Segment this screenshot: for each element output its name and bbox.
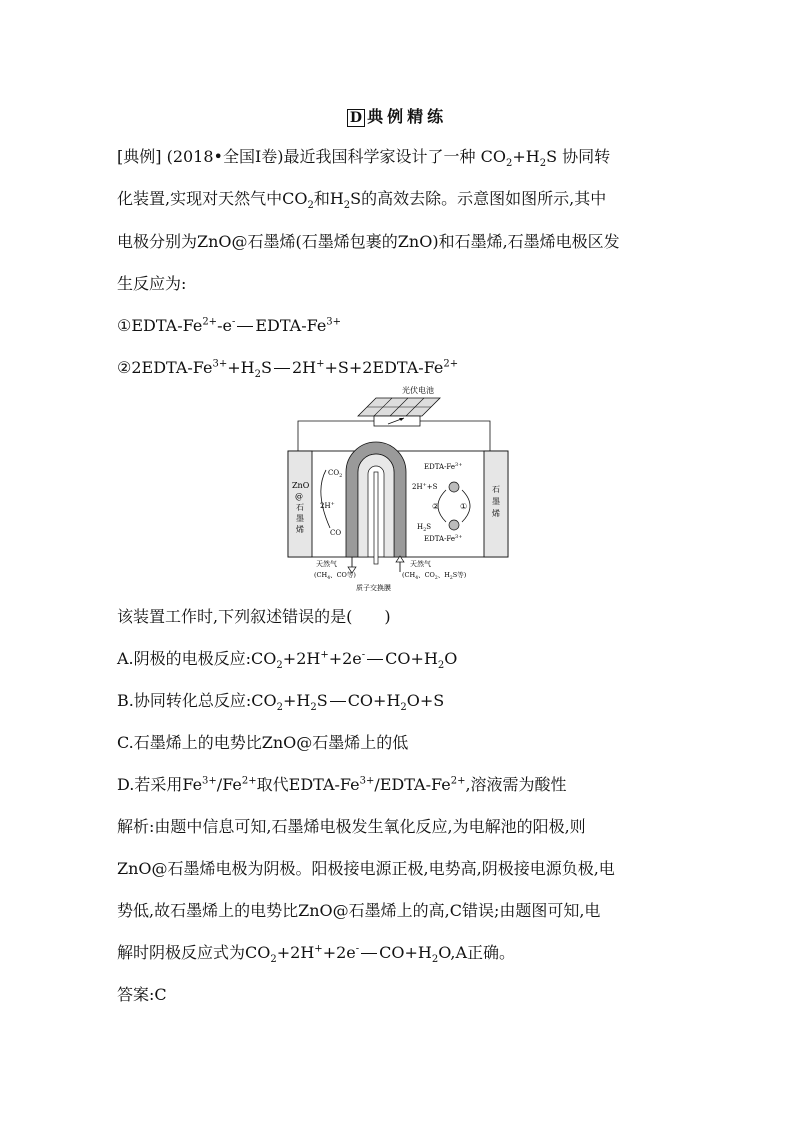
text: O [444,649,458,668]
solar-label: 光伏电池 [402,386,434,395]
wire-right [420,421,490,451]
text: +H [227,358,255,377]
text: CO+H [347,691,401,710]
electrolysis-diagram [284,384,512,596]
2h-s-label: 2H++S [412,482,438,491]
membrane-label: 质子交换膜 [356,584,391,592]
text: 烯 [296,525,304,534]
text: D.若采用Fe [117,775,203,794]
text: +2H [282,649,321,668]
gas-in-label: 天然气 [410,560,431,568]
co2-label: $CO_2$ [328,469,343,479]
text: + [316,358,325,370]
text: 取代EDTA-Fe [256,775,360,794]
equals-sign [367,659,383,660]
text: /Fe [216,775,242,794]
equals-sign [361,953,377,954]
text: 解时阴极反应式为CO [117,943,271,962]
analysis-line-4: 解时阴极反应式为$CO_2+2H^++2e^-$ $CO+H_2O,A$正确。 [117,943,516,966]
reaction-2: $②2EDTA-Fe^{3+}+H_2S$ $2H^++S+2EDTA-Fe^{2+}$ [117,358,459,381]
text: S [316,691,328,710]
equals-sign [237,326,253,327]
edta-fe-bottom-label: EDTA-$Fe^{3+}$ [424,534,463,543]
text: 2H [291,358,317,377]
gas-in-composition: ($CH_4$、$CO_2$、$H_2S$等) [402,571,467,581]
text: 烯 [492,509,500,518]
text: 和H [313,189,344,208]
solar-panel-icon [358,398,440,426]
h-plus-label: 2H+ [320,501,335,510]
text: 3+ [326,316,342,328]
text: +2e [328,649,362,668]
option-b: B.协同转化总反应$:CO_2+H_2S$ $CO+H_2O+S$ [117,691,445,714]
text: ZnO [292,481,310,490]
option-d: D.若采用$Fe^{3+}/Fe^{2+}$取代EDTA-$Fe^{3+}/EDTA-Fe^{2+}$,溶液需为酸性 [117,775,567,794]
right-electrode-label [492,485,500,518]
text: S [260,358,272,377]
section-letter-box: D [347,109,365,127]
question-prompt: 该装置工作时,下列叙述错误的是( ) [117,607,391,626]
text: A.阴极的电极反应:CO [117,649,277,668]
question-line-3: 电极分别为ZnO@石墨烯(石墨烯包裹的ZnO)和石墨烯,石墨烯电极区发 [117,232,620,251]
text: -e [217,316,232,335]
text: @ [295,492,303,501]
text: 3+ [212,358,228,370]
equals-sign [330,701,346,702]
text: CO+H [379,943,432,962]
text: +2H [276,943,315,962]
text: [典例] (2018•全国Ⅰ卷)最近我国科学家设计了一种 CO [117,147,506,166]
text: ②2EDTA-Fe [117,358,213,377]
text: EDTA-Fe [255,316,327,335]
text: 2+ [443,358,459,370]
option-a: A.阴极的电极反应$:CO_2+2H^++2e^-$ $CO+H_2O$ [117,649,458,672]
step-1-label: ① [460,502,468,511]
text: ,溶液需为酸性 [465,775,567,794]
section-title: 典例精练 [367,107,448,126]
text: CO+H [385,649,438,668]
text: +2e [322,943,356,962]
text: +H [512,147,540,166]
gas-out-label: 天然气 [316,560,337,568]
section-heading [0,104,794,127]
text: - [231,316,236,328]
answer: 答案:C [117,985,167,1004]
gas-out-composition: ($CH_4$、CO等) [314,571,356,581]
text: ①EDTA-Fe [117,316,203,335]
question-line-4: 生反应为: [117,274,187,293]
text: S 协同转 [546,147,611,166]
h2s-label: $H_2S$ [417,523,432,533]
step-2-label: ② [432,502,440,511]
reaction-1 [117,315,341,337]
equals-sign [274,368,290,369]
option-c: C.石墨烯上的电势比ZnO@石墨烯上的低 [117,733,409,752]
question-line-1: [典例] (2018•全国Ⅰ卷)最近我国科学家设计了一种 $CO_2+H_2S$ 协同转 [117,147,611,170]
text: B.协同转化总反应:CO [117,691,277,710]
proton-exchange-membrane [374,472,378,564]
particle-bottom [449,520,459,530]
edta-fe3-top-label: EDTA-$Fe^{3+}$ [424,462,463,471]
text: 石 [492,485,500,494]
text: 墨 [492,497,500,506]
particle-top [449,482,459,492]
text: 化装置,实现对天然气中CO [117,189,308,208]
analysis-line-3: 势低,故石墨烯上的电势比ZnO@石墨烯上的高,C错误;由题图可知,电 [117,901,601,920]
text: 石 [296,503,304,512]
text: 墨 [296,514,304,523]
analysis-line-2: ZnO@石墨烯电极为阴极。阳极接电源正极,电势高,阴极接电源负极,电 [117,859,615,878]
co-label: CO [330,529,342,537]
question-line-2: 化装置,实现对天然气中$CO_2$和$H_2S$的高效去除。示意图如图所示,其中 [117,189,607,212]
text: +S+2EDTA-Fe [324,358,444,377]
text: 2+ [202,316,218,328]
text: /EDTA-Fe [374,775,451,794]
text: O,A正确。 [438,943,516,962]
text: S的高效去除。示意图如图所示,其中 [350,189,607,208]
text: O+S [406,691,445,710]
text: +H [282,691,311,710]
analysis-line-1: 解析:由题中信息可知,石墨烯电极发生氧化反应,为电解池的阳极,则 [117,817,586,836]
